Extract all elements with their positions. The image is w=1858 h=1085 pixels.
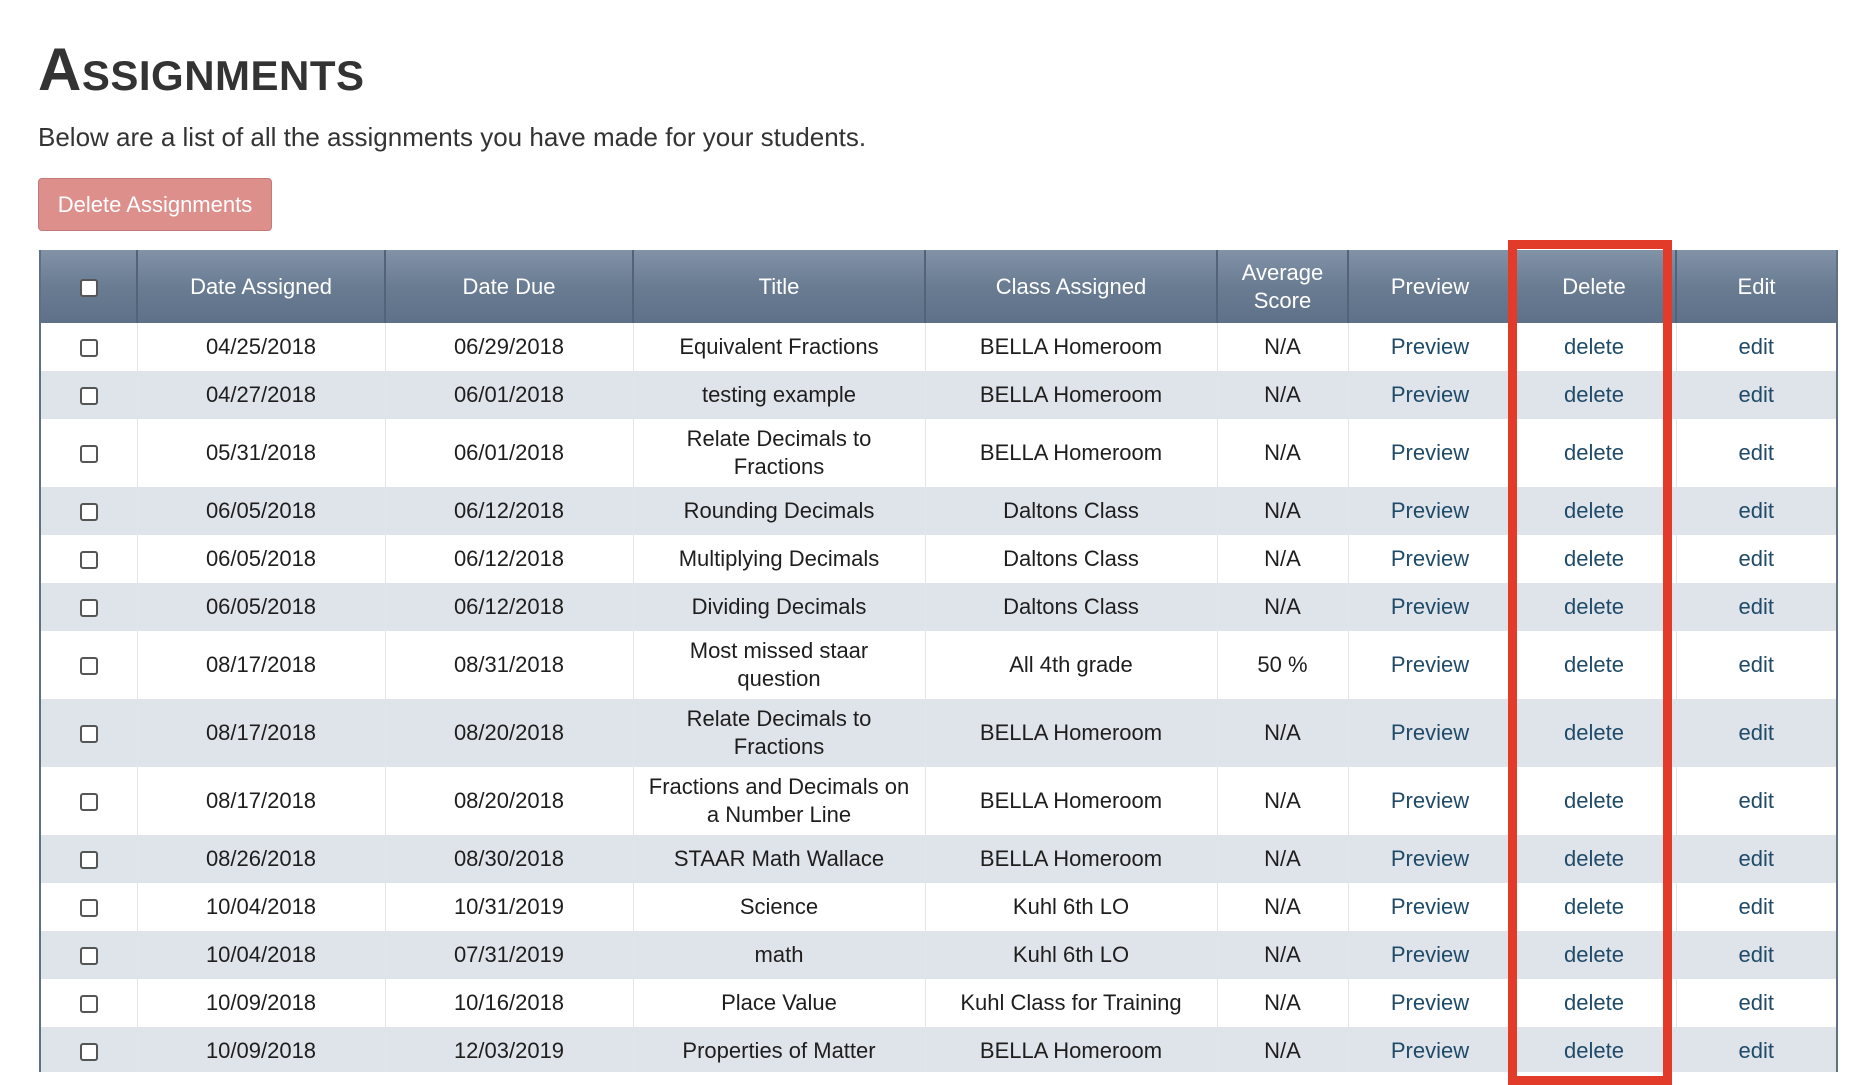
preview-link[interactable]: Preview (1390, 846, 1470, 871)
class-assigned-cell: Daltons Class (925, 583, 1217, 631)
delete-cell (1512, 487, 1676, 535)
delete-cell (1512, 631, 1676, 699)
delete-cell (1512, 767, 1676, 835)
class-assigned-cell: Kuhl 6th LO (925, 883, 1217, 931)
edit-link[interactable]: edit (1738, 894, 1774, 919)
title-line2: a Number Line (706, 802, 852, 827)
delete-link[interactable]: delete (1564, 440, 1624, 465)
title-line1: Relate Decimals to (686, 706, 872, 731)
date-assigned-cell: 08/17/2018 (137, 699, 385, 767)
title-line1: Multiplying Decimals (678, 546, 880, 571)
preview-link[interactable]: Preview (1390, 1038, 1470, 1063)
table-row (41, 535, 1836, 583)
class-assigned-cell: BELLA Homeroom (925, 699, 1217, 767)
date-due-cell: 06/12/2018 (385, 583, 633, 631)
date-assigned-cell: 05/31/2018 (137, 419, 385, 487)
preview-link[interactable]: Preview (1390, 382, 1470, 407)
preview-link[interactable]: Preview (1390, 594, 1470, 619)
row-checkbox[interactable] (80, 725, 98, 743)
row-select-cell (41, 931, 137, 979)
row-checkbox[interactable] (80, 445, 98, 463)
preview-cell (1348, 371, 1512, 419)
table-row (41, 487, 1836, 535)
average-score-cell: N/A (1217, 699, 1348, 767)
title-line2: Fractions (733, 734, 825, 759)
average-score-cell: N/A (1217, 1027, 1348, 1072)
edit-link[interactable]: edit (1738, 990, 1774, 1015)
date-assigned-cell: 10/04/2018 (137, 883, 385, 931)
title-cell (633, 487, 925, 535)
row-select-cell (41, 1027, 137, 1072)
header-date-assigned[interactable]: Date Assigned (137, 250, 385, 323)
edit-link[interactable]: edit (1738, 594, 1774, 619)
date-due-cell: 06/12/2018 (385, 487, 633, 535)
preview-link[interactable]: Preview (1390, 788, 1470, 813)
header-select-all (41, 250, 137, 323)
edit-link[interactable]: edit (1738, 334, 1774, 359)
date-assigned-cell: 08/17/2018 (137, 767, 385, 835)
row-checkbox[interactable] (80, 995, 98, 1013)
title-cell (633, 419, 925, 487)
header-edit: Edit (1676, 250, 1836, 323)
preview-cell (1348, 767, 1512, 835)
average-score-cell: N/A (1217, 883, 1348, 931)
title-line1: math (754, 942, 804, 967)
preview-cell (1348, 979, 1512, 1027)
row-checkbox[interactable] (80, 851, 98, 869)
date-assigned-cell: 04/25/2018 (137, 323, 385, 371)
date-assigned-cell: 10/04/2018 (137, 931, 385, 979)
row-select-cell (41, 323, 137, 371)
preview-cell (1348, 631, 1512, 699)
date-assigned-cell: 06/05/2018 (137, 535, 385, 583)
table-row (41, 583, 1836, 631)
row-checkbox[interactable] (80, 551, 98, 569)
title-line1: STAAR Math Wallace (673, 846, 885, 871)
preview-cell (1348, 835, 1512, 883)
preview-link[interactable]: Preview (1390, 498, 1470, 523)
assignments-table-container (39, 250, 1838, 1072)
title-cell (633, 631, 925, 699)
title-cell (633, 835, 925, 883)
delete-link[interactable]: delete (1564, 652, 1624, 677)
title-line1: Rounding Decimals (683, 498, 875, 523)
edit-link[interactable]: edit (1738, 498, 1774, 523)
class-assigned-cell: Kuhl Class for Training (925, 979, 1217, 1027)
header-title[interactable]: Title (633, 250, 925, 323)
date-due-cell: 08/20/2018 (385, 699, 633, 767)
edit-cell (1676, 535, 1836, 583)
delete-link[interactable]: delete (1564, 382, 1624, 407)
preview-cell (1348, 323, 1512, 371)
title-line1: Most missed staar (689, 638, 869, 663)
preview-link[interactable]: Preview (1390, 720, 1470, 745)
table-row (41, 767, 1836, 835)
preview-cell (1348, 419, 1512, 487)
delete-link[interactable]: delete (1564, 720, 1624, 745)
average-score-cell: N/A (1217, 371, 1348, 419)
edit-link[interactable]: edit (1738, 546, 1774, 571)
row-select-cell (41, 767, 137, 835)
preview-link[interactable]: Preview (1390, 440, 1470, 465)
title-line1: Equivalent Fractions (679, 334, 879, 359)
average-score-cell: N/A (1217, 835, 1348, 883)
preview-cell (1348, 931, 1512, 979)
title-line1: Place Value (721, 990, 837, 1015)
delete-cell (1512, 699, 1676, 767)
row-select-cell (41, 631, 137, 699)
table-row (41, 835, 1836, 883)
delete-link[interactable]: delete (1564, 1038, 1624, 1063)
class-assigned-cell: BELLA Homeroom (925, 419, 1217, 487)
table-row (41, 1027, 1836, 1072)
delete-cell (1512, 583, 1676, 631)
edit-link[interactable]: edit (1738, 942, 1774, 967)
title-line1: Fractions and Decimals on (648, 774, 910, 799)
date-assigned-cell: 06/05/2018 (137, 487, 385, 535)
date-due-cell: 08/30/2018 (385, 835, 633, 883)
header-average-score-line1: Average (1241, 259, 1324, 285)
class-assigned-cell: Daltons Class (925, 487, 1217, 535)
average-score-cell: N/A (1217, 419, 1348, 487)
row-select-cell (41, 535, 137, 583)
header-average-score[interactable] (1217, 250, 1348, 323)
title-line1: Relate Decimals to (686, 426, 872, 451)
date-assigned-cell: 06/05/2018 (137, 583, 385, 631)
class-assigned-cell: All 4th grade (925, 631, 1217, 699)
row-select-cell (41, 371, 137, 419)
edit-cell (1676, 631, 1836, 699)
delete-cell (1512, 931, 1676, 979)
edit-cell (1676, 1027, 1836, 1072)
delete-link[interactable]: delete (1564, 894, 1624, 919)
date-due-cell: 07/31/2019 (385, 931, 633, 979)
date-due-cell: 08/31/2018 (385, 631, 633, 699)
date-due-cell: 12/03/2019 (385, 1027, 633, 1072)
row-select-cell (41, 487, 137, 535)
delete-link[interactable]: delete (1564, 498, 1624, 523)
title-cell (633, 931, 925, 979)
table-row (41, 419, 1836, 487)
table-row (41, 883, 1836, 931)
table-row (41, 323, 1836, 371)
delete-link[interactable]: delete (1564, 546, 1624, 571)
average-score-cell: N/A (1217, 583, 1348, 631)
preview-link[interactable]: Preview (1390, 652, 1470, 677)
class-assigned-cell: BELLA Homeroom (925, 1027, 1217, 1072)
average-score-cell: N/A (1217, 767, 1348, 835)
table-row (41, 931, 1836, 979)
date-assigned-cell: 04/27/2018 (137, 371, 385, 419)
edit-cell (1676, 323, 1836, 371)
title-cell (633, 535, 925, 583)
preview-link[interactable]: Preview (1390, 990, 1470, 1015)
date-due-cell: 10/31/2019 (385, 883, 633, 931)
edit-link[interactable]: edit (1738, 846, 1774, 871)
date-assigned-cell: 08/26/2018 (137, 835, 385, 883)
row-checkbox[interactable] (80, 1043, 98, 1061)
edit-cell (1676, 979, 1836, 1027)
row-checkbox[interactable] (80, 387, 98, 405)
edit-cell (1676, 699, 1836, 767)
page-subtitle: Below are a list of all the assignments you have made for your students. (38, 122, 867, 152)
row-select-cell (41, 883, 137, 931)
row-select-cell (41, 835, 137, 883)
class-assigned-cell: Kuhl 6th LO (925, 931, 1217, 979)
title-line1: Properties of Matter (682, 1038, 876, 1063)
table-row (41, 371, 1836, 419)
page-title: Assignments (38, 36, 365, 103)
row-select-cell (41, 979, 137, 1027)
average-score-cell: N/A (1217, 487, 1348, 535)
average-score-cell: N/A (1217, 323, 1348, 371)
class-assigned-cell: BELLA Homeroom (925, 371, 1217, 419)
edit-cell (1676, 583, 1836, 631)
average-score-cell: N/A (1217, 931, 1348, 979)
title-cell (633, 767, 925, 835)
date-assigned-cell: 10/09/2018 (137, 979, 385, 1027)
row-checkbox[interactable] (80, 899, 98, 917)
delete-cell (1512, 535, 1676, 583)
row-checkbox[interactable] (80, 657, 98, 675)
delete-cell (1512, 835, 1676, 883)
edit-link[interactable]: edit (1738, 788, 1774, 813)
row-checkbox[interactable] (80, 503, 98, 521)
delete-link[interactable]: delete (1564, 594, 1624, 619)
edit-cell (1676, 371, 1836, 419)
average-score-cell: N/A (1217, 979, 1348, 1027)
preview-cell (1348, 1027, 1512, 1072)
date-due-cell: 08/20/2018 (385, 767, 633, 835)
preview-cell (1348, 883, 1512, 931)
row-select-cell (41, 419, 137, 487)
class-assigned-cell: Daltons Class (925, 535, 1217, 583)
delete-link[interactable]: delete (1564, 788, 1624, 813)
delete-cell (1512, 371, 1676, 419)
table-row (41, 979, 1836, 1027)
date-due-cell: 06/29/2018 (385, 323, 633, 371)
title-line1: Dividing Decimals (691, 594, 867, 619)
table-header-row (41, 250, 1836, 323)
title-cell (633, 323, 925, 371)
edit-link[interactable]: edit (1738, 720, 1774, 745)
edit-link[interactable]: edit (1738, 652, 1774, 677)
title-cell (633, 371, 925, 419)
table-row (41, 631, 1836, 699)
date-due-cell: 06/12/2018 (385, 535, 633, 583)
title-line2: question (737, 666, 821, 691)
delete-cell (1512, 1027, 1676, 1072)
title-cell (633, 883, 925, 931)
preview-cell (1348, 487, 1512, 535)
title-line1: testing example (701, 382, 857, 407)
average-score-cell: N/A (1217, 535, 1348, 583)
class-assigned-cell: BELLA Homeroom (925, 835, 1217, 883)
delete-cell (1512, 419, 1676, 487)
assignments-table (41, 250, 1836, 1072)
row-select-cell (41, 583, 137, 631)
title-cell (633, 583, 925, 631)
edit-cell (1676, 767, 1836, 835)
edit-cell (1676, 835, 1836, 883)
delete-cell (1512, 323, 1676, 371)
date-due-cell: 06/01/2018 (385, 371, 633, 419)
select-all-checkbox[interactable] (80, 279, 98, 297)
delete-link[interactable]: delete (1564, 846, 1624, 871)
delete-link[interactable]: delete (1564, 990, 1624, 1015)
row-checkbox[interactable] (80, 339, 98, 357)
header-delete: Delete (1512, 250, 1676, 323)
title-line2: Fractions (733, 454, 825, 479)
preview-link[interactable]: Preview (1390, 546, 1470, 571)
title-line1: Science (739, 894, 819, 919)
header-class-assigned[interactable]: Class Assigned (925, 250, 1217, 323)
delete-assignments-button[interactable]: Delete Assignments (38, 178, 272, 231)
title-cell (633, 1027, 925, 1072)
row-checkbox[interactable] (80, 947, 98, 965)
preview-link[interactable]: Preview (1390, 894, 1470, 919)
delete-link[interactable]: delete (1564, 334, 1624, 359)
row-checkbox[interactable] (80, 793, 98, 811)
delete-cell (1512, 883, 1676, 931)
header-date-due[interactable]: Date Due (385, 250, 633, 323)
title-cell (633, 979, 925, 1027)
edit-cell (1676, 883, 1836, 931)
date-due-cell: 06/01/2018 (385, 419, 633, 487)
edit-link[interactable]: edit (1738, 440, 1774, 465)
class-assigned-cell: BELLA Homeroom (925, 767, 1217, 835)
header-average-score-line2: Score (1253, 287, 1312, 313)
date-due-cell: 10/16/2018 (385, 979, 633, 1027)
row-select-cell (41, 699, 137, 767)
edit-cell (1676, 931, 1836, 979)
preview-cell (1348, 535, 1512, 583)
header-preview: Preview (1348, 250, 1512, 323)
title-cell (633, 699, 925, 767)
preview-cell (1348, 583, 1512, 631)
edit-link[interactable]: edit (1738, 382, 1774, 407)
delete-cell (1512, 979, 1676, 1027)
delete-link[interactable]: delete (1564, 942, 1624, 967)
preview-cell (1348, 699, 1512, 767)
edit-cell (1676, 419, 1836, 487)
preview-link[interactable]: Preview (1390, 942, 1470, 967)
date-assigned-cell: 10/09/2018 (137, 1027, 385, 1072)
edit-cell (1676, 487, 1836, 535)
table-row (41, 699, 1836, 767)
average-score-cell: 50 % (1217, 631, 1348, 699)
preview-link[interactable]: Preview (1390, 334, 1470, 359)
date-assigned-cell: 08/17/2018 (137, 631, 385, 699)
edit-link[interactable]: edit (1738, 1038, 1774, 1063)
row-checkbox[interactable] (80, 599, 98, 617)
class-assigned-cell: BELLA Homeroom (925, 323, 1217, 371)
